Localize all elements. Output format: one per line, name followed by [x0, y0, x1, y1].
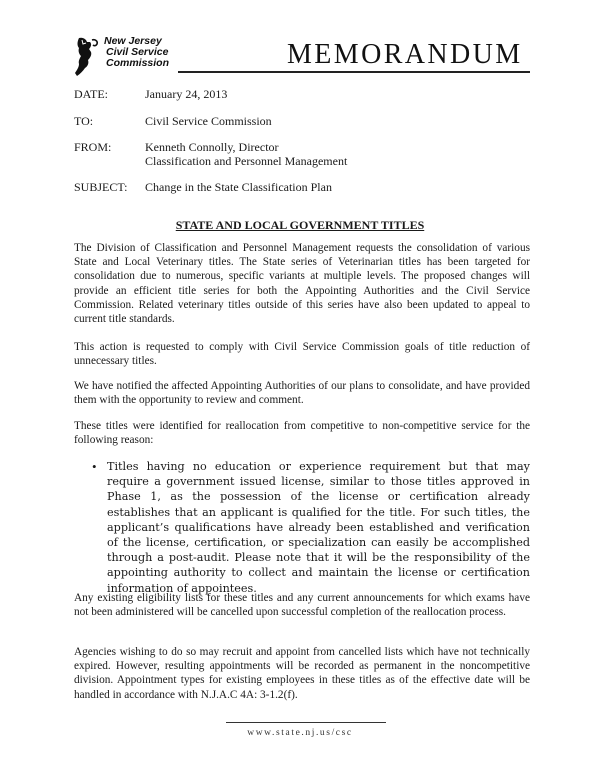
from-department: Classification and Personnel Management: [145, 154, 348, 168]
to-label: TO:: [74, 114, 94, 128]
header-divider: [178, 71, 530, 73]
body-paragraph: Agencies wishing to do so may recruit and appoint from cancelled lists which have not technically expired. However, resulting appointments will be recorded as permanent in the noncompetitive division. Appointment types for existing employees in these titles as of the effective date will be handled in accordance with N.J.A.C 4A: 3-1.2(f).: [74, 646, 530, 701]
subject-value: Change in the State Classification Plan: [145, 180, 332, 194]
subject-label: SUBJECT:: [74, 180, 128, 194]
bullet-icon: •: [92, 459, 97, 474]
memorandum-title: MEMORANDUM: [287, 39, 523, 70]
logo-wordmark: [104, 36, 169, 69]
body-paragraph: We have notified the affected Appointing Authorities of our plans to consolidate, and have provided them with the opportunity to review and comment.: [74, 380, 530, 407]
body-paragraph: Any existing eligibility lists for these titles and any current announcements for which exams have not been administered will be cancelled upon successful completion of the reallocation process.: [74, 592, 530, 619]
from-label: FROM:: [74, 140, 112, 154]
from-name: Kenneth Connolly, Director: [145, 140, 279, 154]
to-value: Civil Service Commission: [145, 114, 272, 128]
body-paragraph: This action is requested to comply with Civil Service Commission goals of title reduction of unnecessary titles.: [74, 341, 530, 368]
from-value: [145, 140, 347, 168]
bullet-item: Titles having no education or experience requirement but that may require a government issued license, similar to those titles approved in Phase 1, as the possession of the license or certification already establishes that an applicant is qualified for the title. For such titles, the applicant’s qualifications have already been established and verification of the license, certification, or specialization can easily be accomplished through a post-audit. Please note that it will be the responsibility of the appointing authority to collect and maintain the license or certification information of appointees.: [107, 460, 530, 595]
footer-divider: [226, 722, 386, 723]
date-value: January 24, 2013: [145, 87, 228, 101]
body-paragraph: The Division of Classification and Personnel Management requests the consolidation of various State and Local Veterinary titles. The State series of Veterinarian titles has been targeted for consolidation due to numerous, specific variants at multiple levels. The proposed changes will provide an efficient title series for both the Appointing Authorities and the Civil Service Commission. Related veterinary titles outside of this series have also been updated to appeal to current title standards.: [74, 242, 530, 326]
new-jersey-state-icon: [70, 36, 102, 78]
footer-url: www.state.nj.us/csc: [247, 728, 353, 738]
section-heading: STATE AND LOCAL GOVERNMENT TITLES: [175, 218, 425, 232]
logo-line-1: New Jersey: [104, 35, 162, 47]
nj-csc-logo: [70, 36, 180, 78]
body-paragraph: These titles were identified for reallocation from competitive to non-competitive service for the following reason:: [74, 420, 530, 447]
logo-line-2: Civil Service: [106, 46, 169, 58]
logo-line-3: Commission: [106, 57, 170, 69]
date-label: DATE:: [74, 87, 108, 101]
